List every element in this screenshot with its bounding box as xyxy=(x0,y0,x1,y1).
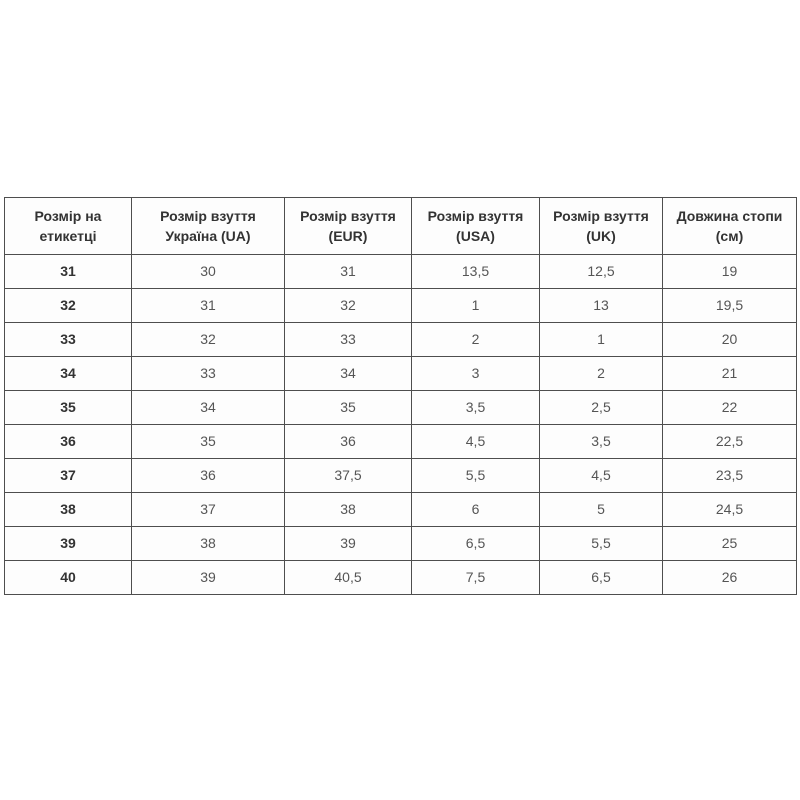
size-value-cell: 2,5 xyxy=(540,391,663,425)
size-value-cell: 36 xyxy=(132,459,285,493)
size-value-cell: 36 xyxy=(285,425,412,459)
size-value-cell: 33 xyxy=(285,323,412,357)
size-value-cell: 3,5 xyxy=(540,425,663,459)
table-row xyxy=(5,459,797,493)
size-value-cell: 35 xyxy=(285,391,412,425)
column-header: Довжина стопи (см) xyxy=(663,198,797,255)
size-value-cell: 34 xyxy=(285,357,412,391)
label-size-cell: 33 xyxy=(5,323,132,357)
size-value-cell: 6 xyxy=(412,493,540,527)
size-value-cell: 32 xyxy=(132,323,285,357)
label-size-cell: 39 xyxy=(5,527,132,561)
size-value-cell: 23,5 xyxy=(663,459,797,493)
column-header: Розмір на етикетці xyxy=(5,198,132,255)
shoe-size-table xyxy=(4,197,797,595)
size-value-cell: 38 xyxy=(132,527,285,561)
label-size-cell: 31 xyxy=(5,255,132,289)
size-value-cell: 5 xyxy=(540,493,663,527)
size-value-cell: 25 xyxy=(663,527,797,561)
size-value-cell: 4,5 xyxy=(540,459,663,493)
table-row xyxy=(5,323,797,357)
size-value-cell: 2 xyxy=(540,357,663,391)
size-value-cell: 7,5 xyxy=(412,561,540,595)
size-value-cell: 21 xyxy=(663,357,797,391)
label-size-cell: 40 xyxy=(5,561,132,595)
label-size-cell: 37 xyxy=(5,459,132,493)
size-value-cell: 37,5 xyxy=(285,459,412,493)
column-header: Розмір взуття (USA) xyxy=(412,198,540,255)
size-value-cell: 31 xyxy=(285,255,412,289)
size-value-cell: 3 xyxy=(412,357,540,391)
size-table-body xyxy=(5,255,797,595)
size-table-head xyxy=(5,198,797,255)
table-row xyxy=(5,493,797,527)
label-size-cell: 38 xyxy=(5,493,132,527)
size-value-cell: 3,5 xyxy=(412,391,540,425)
size-value-cell: 34 xyxy=(132,391,285,425)
size-value-cell: 22,5 xyxy=(663,425,797,459)
size-value-cell: 13 xyxy=(540,289,663,323)
column-header: Розмір взуття Україна (UA) xyxy=(132,198,285,255)
label-size-cell: 35 xyxy=(5,391,132,425)
table-row xyxy=(5,255,797,289)
header-row xyxy=(5,198,797,255)
size-value-cell: 19,5 xyxy=(663,289,797,323)
size-value-cell: 5,5 xyxy=(540,527,663,561)
size-value-cell: 24,5 xyxy=(663,493,797,527)
size-value-cell: 20 xyxy=(663,323,797,357)
table-row xyxy=(5,527,797,561)
size-value-cell: 31 xyxy=(132,289,285,323)
size-value-cell: 1 xyxy=(412,289,540,323)
size-value-cell: 35 xyxy=(132,425,285,459)
size-value-cell: 4,5 xyxy=(412,425,540,459)
column-header: Розмір взуття (UK) xyxy=(540,198,663,255)
size-value-cell: 22 xyxy=(663,391,797,425)
size-value-cell: 6,5 xyxy=(540,561,663,595)
size-value-cell: 30 xyxy=(132,255,285,289)
size-value-cell: 39 xyxy=(132,561,285,595)
table-row xyxy=(5,357,797,391)
size-value-cell: 6,5 xyxy=(412,527,540,561)
size-value-cell: 37 xyxy=(132,493,285,527)
table-row xyxy=(5,391,797,425)
size-value-cell: 12,5 xyxy=(540,255,663,289)
size-value-cell: 39 xyxy=(285,527,412,561)
size-value-cell: 38 xyxy=(285,493,412,527)
table-row xyxy=(5,561,797,595)
size-value-cell: 40,5 xyxy=(285,561,412,595)
size-value-cell: 5,5 xyxy=(412,459,540,493)
label-size-cell: 36 xyxy=(5,425,132,459)
table-row xyxy=(5,425,797,459)
label-size-cell: 34 xyxy=(5,357,132,391)
size-value-cell: 26 xyxy=(663,561,797,595)
size-value-cell: 19 xyxy=(663,255,797,289)
size-value-cell: 33 xyxy=(132,357,285,391)
size-value-cell: 13,5 xyxy=(412,255,540,289)
size-value-cell: 2 xyxy=(412,323,540,357)
table-row xyxy=(5,289,797,323)
size-value-cell: 32 xyxy=(285,289,412,323)
column-header: Розмір взуття (EUR) xyxy=(285,198,412,255)
size-value-cell: 1 xyxy=(540,323,663,357)
label-size-cell: 32 xyxy=(5,289,132,323)
